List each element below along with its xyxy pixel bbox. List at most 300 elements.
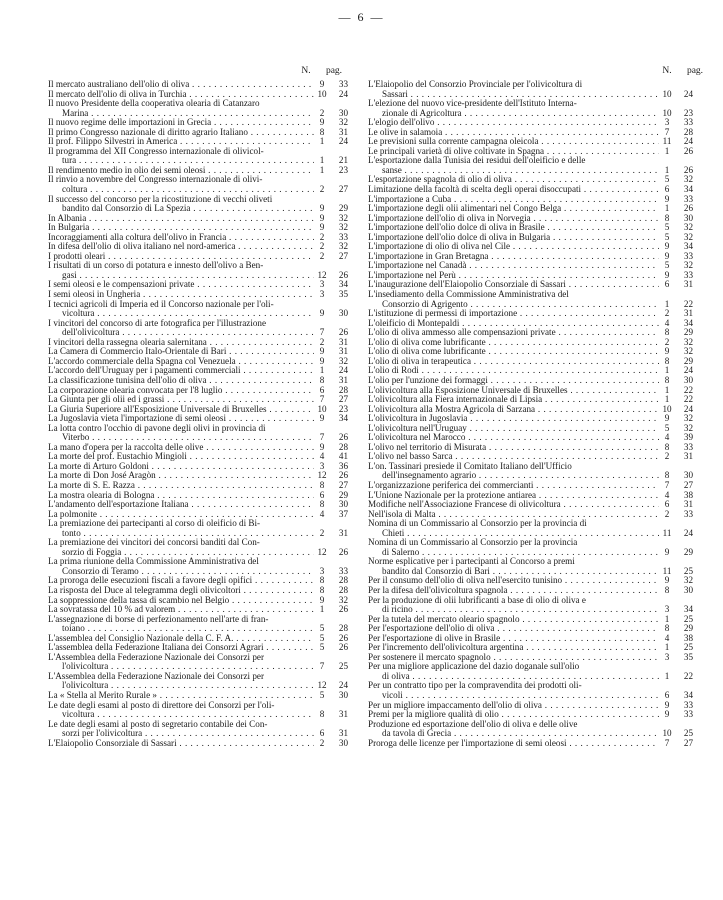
page-ref: 28: [338, 384, 348, 395]
page-ref: 26: [338, 327, 348, 338]
entry-title: L'organizzazione periferica dei commercianti . . .: [368, 481, 659, 491]
issue-number: 8: [664, 623, 670, 634]
issue-number: 4: [319, 451, 325, 462]
entry-title: L'olio di oliva come lubrificante . . .: [368, 338, 659, 348]
index-entry: [368, 519, 693, 538]
issue-number: 12: [317, 680, 327, 691]
index-entry: [368, 347, 693, 357]
index-entry: [48, 481, 348, 491]
issue-number: 7: [319, 327, 325, 338]
entry-title: La soppressione della tassa di scambio nel Belgio . . .: [48, 596, 314, 606]
page-ref: 32: [338, 117, 348, 128]
page-ref: 28: [338, 441, 348, 452]
entry-title: Chieti . . .: [368, 529, 659, 539]
page-ref: 31: [683, 308, 693, 319]
index-entry: [48, 195, 348, 214]
issue-number: 4: [664, 632, 670, 643]
entry-title: Il prof. Filippo Silvestri in America . . .: [48, 137, 314, 147]
page-ref: 24: [338, 365, 348, 376]
entry-title-line: I risultati di un corso di potatura e innesto dell'olivo a Ben-: [48, 260, 264, 271]
issue-number: 7: [319, 394, 325, 405]
entry-title: L'olio di oliva ammesso alle compensazioni private . . .: [368, 328, 659, 338]
index-entry: [48, 338, 348, 348]
entry-title: L'olivicoltura in Jugoslavia . . .: [368, 414, 659, 424]
entry-title: Per il consumo dell'olio di oliva nell'esercito tunisino . . .: [368, 576, 659, 586]
index-entry: [48, 214, 348, 224]
page-ref: 25: [683, 728, 693, 739]
issue-number: 2: [319, 184, 325, 195]
entry-title: I vincitori della rassegna olearia salernitana . . .: [48, 338, 314, 348]
index-entry: [368, 319, 693, 329]
entry-title: L'olio di oliva in terapeutica . . .: [368, 357, 659, 367]
entry-title: I prodotti oleari . . .: [48, 252, 314, 262]
page-ref: 22: [683, 670, 693, 681]
entry-title: Le olive in salamoia . . .: [368, 128, 659, 138]
page-ref: 32: [683, 222, 693, 233]
entry-title: bandito dal Consorzio di La Spezia . . .: [48, 204, 314, 214]
page-ref: 30: [338, 308, 348, 319]
entry-title: Sassari . . .: [368, 90, 659, 100]
page-ref: 31: [338, 728, 348, 739]
page-ref: 34: [338, 279, 348, 290]
index-entry: [48, 557, 348, 576]
page-ref: 33: [683, 699, 693, 710]
index-entry: [48, 586, 348, 596]
page-ref: 28: [338, 623, 348, 634]
issue-number: 8: [319, 126, 325, 137]
index-entry: [368, 252, 693, 262]
page-ref: 26: [338, 604, 348, 615]
entry-title: La morte di Arturo Goldoni . . .: [48, 462, 314, 472]
index-entry: [48, 672, 348, 691]
entry-title: coltura . . .: [48, 185, 314, 195]
issue-number: 9: [664, 241, 670, 252]
issue-number: 9: [319, 594, 325, 605]
entry-title: gasi . . .: [48, 271, 314, 281]
page-ref: 38: [683, 632, 693, 643]
issue-number: 6: [664, 499, 670, 510]
issue-number: 5: [319, 642, 325, 653]
index-entry: [368, 175, 693, 185]
issue-number: 5: [664, 260, 670, 271]
entry-title: L'olivicoltura nell'Uruguay . . .: [368, 424, 659, 434]
entry-title-line: L'esportazione dalla Tunisia dei residui dell'oleificio e delle: [368, 155, 586, 166]
index-entry: [48, 395, 348, 405]
issue-number: 6: [664, 690, 670, 700]
page-ref: 33: [338, 565, 348, 576]
entry-title-line: Il nuovo Presidente della cooperativa olearia di Catanzaro: [48, 98, 260, 109]
index-entry: [368, 720, 693, 739]
issue-number: 6: [664, 279, 670, 290]
page-ref: 33: [683, 193, 693, 204]
page-ref: 31: [338, 374, 348, 385]
entry-title: L'importazione nel Perù . . .: [368, 271, 659, 281]
page-ref: 26: [683, 203, 693, 214]
page-ref: 29: [683, 327, 693, 338]
index-entry: [368, 395, 693, 405]
page-ref: 26: [338, 546, 348, 557]
page-ref: 31: [338, 126, 348, 137]
entry-title: Il rendimento medio in olio dei semi oleosi . . .: [48, 166, 314, 176]
index-entry: [368, 357, 693, 367]
index-entry: [368, 261, 693, 271]
page-ref: 27: [338, 394, 348, 405]
entry-title: L'olivo nel territorio di Misurata . . .: [368, 443, 659, 453]
entry-title: Consorzio di Agrigento . . .: [368, 300, 659, 310]
index-entry: [368, 405, 693, 415]
page-ref: 26: [338, 432, 348, 443]
issue-number: 1: [664, 298, 670, 309]
entry-title: L'andamento dell'esportazione Italiana . . .: [48, 500, 314, 510]
index-entry: [48, 280, 348, 290]
issue-number: 8: [319, 374, 325, 385]
index-entry: [48, 386, 348, 396]
entry-title: Marina . . .: [48, 109, 314, 119]
index-entry: [368, 195, 693, 205]
page-ref: 27: [683, 479, 693, 490]
issue-number: 8: [319, 575, 325, 586]
issue-number: 1: [664, 394, 670, 405]
index-entry: [368, 80, 693, 99]
index-entry: [48, 500, 348, 510]
page-ref: 23: [683, 107, 693, 118]
issue-number: 5: [664, 231, 670, 242]
page-ref: 31: [683, 279, 693, 290]
entry-title: L'accordo commerciale della Spagna col Venezuela . . .: [48, 357, 314, 367]
page-ref: 33: [683, 709, 693, 720]
entry-title: La polmonite . . .: [48, 510, 314, 520]
issue-number: 1: [664, 384, 670, 395]
entry-title: dell'olivicoltura . . .: [48, 328, 314, 338]
page-ref: 32: [683, 336, 693, 347]
issue-number: 5: [664, 174, 670, 185]
page-ref: 29: [683, 546, 693, 557]
page-ref: 34: [683, 604, 693, 615]
issue-number: 6: [319, 489, 325, 500]
entry-title: La « Stella al Merito Rurale » . . .: [48, 691, 314, 701]
page-ref: 30: [683, 212, 693, 223]
page-ref: 23: [338, 403, 348, 414]
index-entry: [368, 681, 693, 700]
index-entry: [368, 538, 693, 557]
issue-number: 6: [319, 384, 325, 395]
entry-title: sanse . . .: [368, 166, 659, 176]
column-header: [48, 66, 348, 80]
page-ref: 25: [683, 642, 693, 653]
page-ref: 33: [683, 441, 693, 452]
entry-title-line: Per un contratto tipo per la compravendita dei prodotti oli-: [368, 680, 582, 691]
index-entry: [48, 720, 348, 739]
entry-title: da tavola di Grecia . . .: [368, 729, 659, 739]
page-ref: 24: [683, 88, 693, 99]
page-ref: 31: [338, 336, 348, 347]
entry-title: Il mercato australiano dell'olio di oliva . . .: [48, 80, 314, 90]
page-ref: 33: [683, 250, 693, 261]
entry-title: La Camera di Commercio Italo-Orientale di Bari . . .: [48, 347, 314, 357]
page-ref: 38: [683, 489, 693, 500]
entry-title-line: Il successo del concorso per la ricostituzione di vecchi oliveti: [48, 193, 273, 204]
page-ref: 26: [338, 269, 348, 280]
index-entry: [368, 185, 693, 195]
page-ref: 30: [338, 499, 348, 510]
index-entry: [48, 739, 348, 749]
page-ref: 33: [683, 269, 693, 280]
index-entry: [368, 338, 693, 348]
page-ref: 31: [683, 499, 693, 510]
page-ref: 22: [683, 298, 693, 309]
entry-title-line: L'Elaiopolio del Consorzio Provinciale per l'olivicoltura di: [368, 79, 583, 89]
entry-title: Per un migliore impaccamento dell'olio di oliva . . .: [368, 701, 659, 711]
entry-title: L'olivo nel basso Sarca . . .: [368, 452, 659, 462]
issue-number: 3: [319, 279, 325, 290]
page-ref: 21: [338, 155, 348, 166]
page-ref: 25: [683, 613, 693, 624]
page-ref: 32: [683, 422, 693, 433]
entry-title-line: Le date degli esami al posto di segretario contabile dei Con-: [48, 718, 268, 729]
entry-title: L'olivicoltura alla Esposizione Universale di Bruxelles . . .: [368, 386, 659, 396]
index-entry: [368, 634, 693, 644]
page-ref: 29: [683, 355, 693, 366]
issue-number: 9: [319, 212, 325, 223]
index-entry: [48, 80, 348, 90]
entry-title: sorzi per l'olivicoltura . . .: [48, 729, 314, 739]
entry-title: Nell'isola di Malta . . .: [368, 510, 659, 520]
index-entry: [368, 433, 693, 443]
page-ref: 30: [683, 584, 693, 595]
entry-title-line: Le date degli esami al posto di direttore dei Consorzi per l'oli-: [48, 699, 275, 710]
page-ref: 31: [338, 709, 348, 720]
page-ref: 24: [683, 365, 693, 376]
entry-title: La morte del prof. Eustachio Mingioli . . .: [48, 452, 314, 462]
entry-title: Limitazione della facoltà di scelta degli operai disoccupati . . .: [368, 185, 659, 195]
page-ref: 29: [338, 203, 348, 214]
entry-title-line: La lotta contro l'occhio di pavone degli olivi in provincia di: [48, 422, 266, 433]
entry-title-line: La premiazione dei vincitori dei concorsi banditi dal Con-: [48, 537, 260, 548]
page-ref: 33: [683, 117, 693, 128]
index-entry: [48, 319, 348, 338]
index-entry: [368, 500, 693, 510]
issue-number: 9: [319, 117, 325, 128]
issue-number: 2: [664, 508, 670, 519]
entry-title: L'elogio dell'olivo . . .: [368, 118, 659, 128]
header-number: N.: [662, 66, 672, 76]
page-ref: 24: [683, 403, 693, 414]
header-page: pag.: [686, 66, 704, 76]
page-ref: 26: [683, 164, 693, 175]
index-entry: [48, 491, 348, 501]
issue-number: 10: [662, 403, 672, 414]
header-page: pag.: [325, 66, 343, 76]
entry-title: di ricino . . .: [368, 605, 659, 615]
issue-number: 2: [319, 527, 325, 538]
entry-title: La corporazione olearia convocata per l'8 luglio . . .: [48, 386, 314, 396]
page-ref: 30: [338, 690, 348, 700]
entry-title-line: Per una migliore applicazione del dazio doganale sull'olio: [368, 661, 580, 672]
page-ref: 31: [683, 451, 693, 462]
issue-number: 7: [319, 432, 325, 443]
issue-number: 8: [664, 327, 670, 338]
page-ref: 25: [683, 565, 693, 576]
index-entry: [368, 290, 693, 309]
entry-title: dell'insegnamento agrario . . .: [368, 471, 659, 481]
issue-number: 1: [664, 145, 670, 156]
entry-title: In difesa dell'olio di oliva italiano nel nord-america . . .: [48, 242, 314, 252]
entry-title-line: I vincitori del concorso di arte fotografica per l'illustrazione: [48, 317, 267, 328]
issue-number: 9: [664, 709, 670, 720]
entry-title: L'inaugurazione dell'Elaiopolio Consorziale di Sassari . . .: [368, 280, 659, 290]
issue-number: 3: [319, 460, 325, 471]
issue-number: 4: [664, 432, 670, 443]
issue-number: 8: [319, 499, 325, 510]
page-ref: 33: [338, 231, 348, 242]
index-entry: [368, 376, 693, 386]
page-ref: 34: [683, 241, 693, 252]
issue-number: 8: [319, 584, 325, 595]
issue-number: 11: [662, 527, 672, 538]
page-ref: 34: [338, 413, 348, 424]
issue-number: 8: [664, 374, 670, 385]
entry-title: Le previsioni sulla corrente campagna oleicola . . .: [368, 137, 659, 147]
page-ref: 34: [683, 317, 693, 328]
entry-title: Il nuovo regime delle importazioni in Grecia . . .: [48, 118, 314, 128]
entry-title: La morte di Don José Aragòn . . .: [48, 471, 314, 481]
page-ref: 37: [338, 508, 348, 519]
page-ref: 29: [338, 489, 348, 500]
entry-title-line: Nomina di un Commissario al Consorzio per la provincia di: [368, 518, 587, 529]
entry-title: Per sostenere il mercato spagnolo . . .: [368, 653, 659, 663]
page-ref: 29: [683, 623, 693, 634]
page-ref: 27: [338, 250, 348, 261]
page-ref: 32: [338, 222, 348, 233]
issue-number: 9: [319, 222, 325, 233]
page-number: — 6 —: [338, 10, 385, 24]
page-ref: 35: [683, 651, 693, 662]
index-entry: [48, 242, 348, 252]
entry-title: L'assemblea della Federazione Italiana dei Consorzi Agrari . . .: [48, 643, 314, 653]
issue-number: 1: [319, 155, 325, 166]
issue-number: 5: [664, 422, 670, 433]
page-ref: 31: [338, 346, 348, 357]
entry-title: L'esportazione spagnola di olio di oliva . . .: [368, 175, 659, 185]
header-number: N.: [301, 66, 311, 76]
issue-number: 1: [664, 164, 670, 175]
entry-title: I semi oleosi in Ungheria . . .: [48, 290, 314, 300]
entry-title: Consorzio di Teramo . . .: [48, 567, 314, 577]
index-entries: [368, 80, 693, 748]
entry-title: La mostra olearia di Bologna . . .: [48, 491, 314, 501]
entry-title: Viterbo . . .: [48, 433, 314, 443]
entry-title: Premi per la migliore qualità di olio . . .: [368, 710, 659, 720]
page-ref: 32: [683, 174, 693, 185]
index-entry: [48, 615, 348, 634]
page-ref: 41: [338, 451, 348, 462]
index-entry: [368, 701, 693, 711]
entry-title: Per la difesa dell'olivicoltura spagnola . . .: [368, 586, 659, 596]
index-entries: [48, 80, 348, 748]
page-ref: 30: [683, 374, 693, 385]
entry-title: tonto . . .: [48, 529, 314, 539]
issue-number: 8: [664, 212, 670, 223]
issue-number: 12: [317, 546, 327, 557]
issue-number: 1: [319, 604, 325, 615]
index-entry: [368, 128, 693, 138]
entry-title: Modifiche nell'Associazione Francese di olivicoltura . . .: [368, 500, 659, 510]
page-ref: 32: [683, 260, 693, 271]
index-entry: [368, 328, 693, 338]
issue-number: 3: [664, 651, 670, 662]
entry-title: Per la tutela del mercato oleario spagnolo . . .: [368, 615, 659, 625]
page-ref: 32: [683, 231, 693, 242]
entry-title: La Giuria Superiore all'Esposizione Universale di Bruxelles . . .: [48, 405, 314, 415]
issue-number: 6: [319, 728, 325, 739]
index-entry: [48, 300, 348, 319]
page-ref: 26: [338, 470, 348, 481]
entry-title: Per l'incremento dell'olivicoltura argentina . . .: [368, 643, 659, 653]
issue-number: 2: [319, 737, 325, 748]
issue-number: 10: [317, 88, 327, 99]
entry-title: L'oleificio di Montepaldi . . .: [368, 319, 659, 329]
page-ref: 24: [683, 136, 693, 147]
page-ref: 24: [338, 680, 348, 691]
issue-number: 12: [317, 269, 327, 280]
issue-number: 3: [664, 117, 670, 128]
entry-title: L'importazione a Cuba . . .: [368, 195, 659, 205]
issue-number: 1: [319, 164, 325, 175]
issue-number: 3: [664, 604, 670, 615]
index-entry: [368, 414, 693, 424]
issue-number: 10: [662, 88, 672, 99]
index-entry: [368, 739, 693, 749]
entry-title: L'importazione di olio di oliva nel Cile . . .: [368, 242, 659, 252]
issue-number: 9: [319, 441, 325, 452]
entry-title: L'assemblea del Consiglio Nazionale della C. F. A. . . .: [48, 634, 314, 644]
issue-number: 3: [319, 289, 325, 300]
issue-number: 7: [664, 737, 670, 748]
issue-number: 9: [664, 546, 670, 557]
index-entry: [48, 424, 348, 443]
page-ref: 30: [338, 737, 348, 748]
index-entry: [368, 271, 693, 281]
issue-number: 7: [664, 479, 670, 490]
page-ref: 32: [683, 575, 693, 586]
page-ref: 27: [683, 737, 693, 748]
entry-title-line: Norme esplicative per i partecipanti al Concorso a premi: [368, 556, 575, 567]
entry-title: l'olivicoltura . . .: [48, 681, 314, 691]
index-entry: [368, 242, 693, 252]
entry-title: vicoli . . .: [368, 691, 659, 701]
issue-number: 8: [319, 709, 325, 720]
issue-number: 6: [664, 184, 670, 195]
page-ref: 32: [338, 355, 348, 366]
page-ref: 22: [683, 384, 693, 395]
issue-number: 2: [664, 336, 670, 347]
entry-title: di Salerno . . .: [368, 548, 659, 558]
issue-number: 4: [319, 508, 325, 519]
entry-title: L'istituzione di permessi di importazione . . .: [368, 309, 659, 319]
entry-title: zionale di Agricoltura . . .: [368, 109, 659, 119]
issue-number: 8: [664, 470, 670, 481]
entry-title: toiano . . .: [48, 624, 314, 634]
index-entry: [48, 452, 348, 462]
entry-title: L'Elaiopolio Consorziale di Sassari . . .: [48, 739, 314, 749]
page-ref: 24: [338, 136, 348, 147]
page-ref: 32: [338, 241, 348, 252]
index-entry: [368, 386, 693, 396]
page-ref: 30: [338, 107, 348, 118]
entry-title: L'olivicoltura alla Mostra Agricola di Sarzana . . .: [368, 405, 659, 415]
issue-number: 11: [662, 565, 672, 576]
page-ref: 27: [338, 184, 348, 195]
